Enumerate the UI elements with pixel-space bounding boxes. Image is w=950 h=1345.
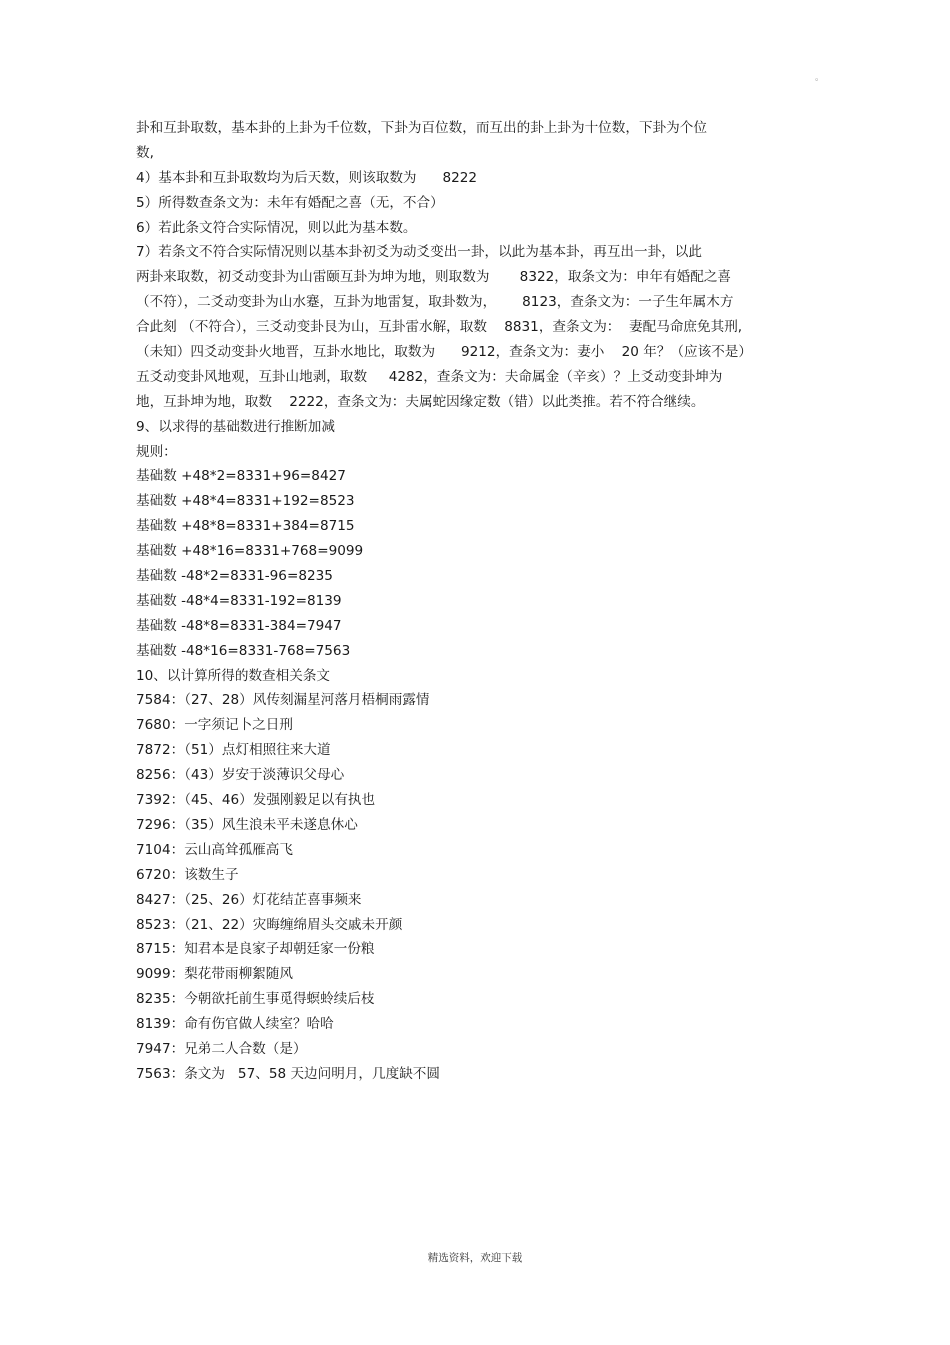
text-line: 8523：（21、22）灾晦缠绵眉头交戚未开颜 [136,916,403,933]
text-line: 基础数 +48*8=8331+384=8715 [136,518,355,535]
text-line: 基础数 +48*4=8331+192=8523 [136,493,355,510]
text-line: 7296：（35）风生浪未平未遂息休心 [136,816,358,833]
text-line: 合此刻 （不符合），三爻动变卦艮为山，互卦雷水解，取数 8831，查条文为： 妻配马命庶免其刑, [136,319,743,336]
text-line: 8235：今朝欲托前生事觅得螟蛉续后枝 [136,991,375,1008]
text-line: 9、以求得的基础数进行推断加减 [136,418,335,435]
text-line: 8427：（25、26）灯花结芷喜事频来 [136,891,362,908]
text-line: 基础数 +48*2=8331+96=8427 [136,468,346,485]
text-line: 基础数 -48*4=8331-192=8139 [136,592,342,609]
text-line: 9099：梨花带雨柳絮随风 [136,966,293,983]
text-line: 五爻动变卦风地观，互卦山地剥，取数 4282，查条文为：夫命属金（辛亥）？上爻动变卦坤为 [136,368,723,385]
text-line: 5）所得数查条文为：未年有婚配之喜（无，不合） [136,194,444,211]
text-line: 6720：该数生子 [136,866,239,883]
text-line: 8139：命有伤官做人续室？哈哈 [136,1016,334,1033]
text-line: 规则： [136,443,177,460]
corner-mark: 。 [815,73,825,83]
text-line: 7872：（51）点灯相照往来大道 [136,742,331,759]
text-line: （未知）四爻动变卦火地晋，互卦水地比，取数为 9212，查条文为：妻小 20 年？（应该不是） [136,344,752,361]
text-line: 8256：（43）岁安于淡薄识父母心 [136,767,345,784]
text-line: 数, [136,144,154,161]
text-line: 7563：条文为 57、58 天边问明月，几度缺不圆 [136,1065,440,1082]
text-line: 基础数 -48*8=8331-384=7947 [136,617,342,634]
text-line: 两卦来取数，初爻动变卦为山雷颐互卦为坤为地，则取数为 8322，取条文为：申年有婚配之喜 [136,269,731,286]
text-line: 8715：知君本是良家子却朝廷家一份粮 [136,941,375,958]
text-line: 6）若此条文符合实际情况，则以此为基本数。 [136,219,417,236]
text-line: 基础数 +48*16=8331+768=9099 [136,543,364,560]
text-line: 7）若条文不符合实际情况则以基本卦初爻为动爻变出一卦，以此为基本卦，再互出一卦，以此 [136,244,702,261]
text-line: （不符），二爻动变卦为山水蹇，互卦为地雷复，取卦数为， 8123，查条文为：一子生年属木方 [136,294,734,311]
text-line: 基础数 -48*2=8331-96=8235 [136,568,333,585]
page-footer: 精选资料，欢迎下载 [427,1252,523,1264]
text-line: 7392：（45、46）发强刚毅足以有执也 [136,792,376,809]
text-line: 卦和互卦取数，基本卦的上卦为千位数，下卦为百位数，而互出的卦上卦为十位数，下卦为个位 [136,120,707,136]
text-line: 基础数 -48*16=8331-768=7563 [136,642,351,659]
text-line: 7104：云山高耸孤雁高飞 [136,841,293,858]
text-line: 7584：（27、28）风传刻漏星河落月梧桐雨露情 [136,692,430,709]
text-line: 10、以计算所得的数查相关条文 [136,667,331,684]
text-line: 4）基本卦和互卦取数均为后天数，则该取数为 8222 [136,169,478,186]
text-line: 地，互卦坤为地，取数 2222，查条文为：夫属蛇因缘定数（错）以此类推。若不符合继续。 [136,393,705,410]
text-line: 7947：兄弟二人合数（是） [136,1040,307,1057]
text-line: 7680：一字须记卜之日刑 [136,717,293,734]
document-body [136,116,836,1087]
